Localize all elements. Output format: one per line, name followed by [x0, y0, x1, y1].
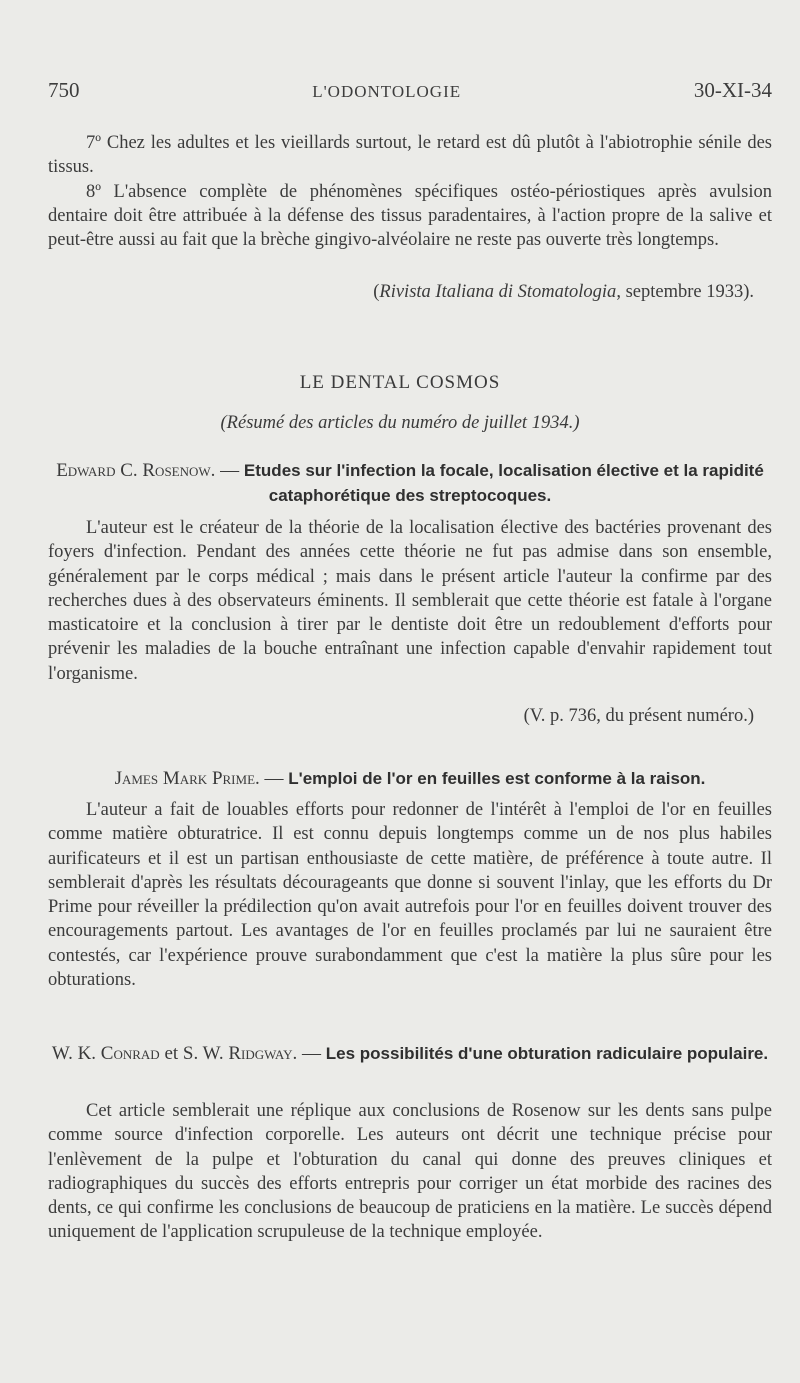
section-title: LE DENTAL COSMOS [299, 372, 501, 393]
journal-title: L'ODONTOLOGIE [312, 82, 462, 101]
entry-author: Edward C. Rosenow. [56, 460, 216, 481]
intro-text [48, 131, 772, 252]
citation-journal: Rivista Italiana di Stomatologia [379, 282, 617, 302]
source-citation: (Rivista Italiana di Stomatologia, septembre 1933). [373, 282, 754, 302]
section-subtitle: (Résumé des articles du numéro de juillet 1934.) [220, 413, 580, 433]
entry-body-rosenow: L'auteur est le créateur de la théorie de la localisation élective des bactéries provenant des foyers d'infection. Pendant des années cette théorie ne fut pas admise dans son ensemble, généralement par le corps médical ; mais dans le présent article l'auteur la confirme par des recherches dues à des observateurs éminents. Il semblerait que cette théorie est fatale à l'organe masticatoire et la conclusion à tirer par le dentiste doit être un redoublement d'efforts pour prévenir les maladies de la bouche entraînant une infection capable d'envahir rapidement tout l'organisme. [48, 518, 772, 684]
entry-heading-conrad: W. K. Conrad et S. W. Ridgway. — Les possibilités d'une obturation radiculaire populaire. [51, 1043, 769, 1064]
entry-heading-rosenow: Edward C. Rosenow. — Etudes sur l'infection la focale, localisation élective et la rapidité cataphorétique des streptocoques. [56, 460, 764, 505]
entry-title: Les possibilités d'une obturation radiculaire populaire. [325, 1044, 769, 1063]
entry-title: L'emploi de l'or en feuilles est conforme à la raison. [288, 769, 706, 788]
entry-body-conrad: Cet article semblerait une réplique aux conclusions de Rosenow sur les dents sans pulpe comme source d'infection corporelle. Les auteurs ont décrit une technique précise pour l'enlèvement de la pulpe et l'obturation du canal qui donne des preuves cliniques et radiographiques du succès des efforts entrepris pour corriger un état morbide des racines des dents, ce qui confirme les conclusions de beaucoup de praticiens en la matière. Le succès dépend uniquement de l'application scrupuleuse de la technique employée. [48, 1101, 772, 1243]
paragraph-7: 7º Chez les adultes et les vieillards surtout, le retard est dû plutôt à l'abiotrophie sénile des tissus. [48, 133, 772, 178]
entry-author: James Mark Prime. [114, 768, 260, 789]
entry-author: W. K. Conrad [51, 1043, 160, 1064]
entry-title: Etudes sur l'infection la focale, localisation élective et la rapidité cataphorétique des streptocoques. [243, 461, 764, 505]
entry-heading-prime: James Mark Prime. — L'emploi de l'or en feuilles est conforme à la raison. [114, 768, 706, 789]
page-number: 750 [48, 78, 80, 102]
issue-date: 30-XI-34 [693, 78, 772, 102]
running-head [48, 78, 772, 103]
entry-reference: (V. p. 736, du présent numéro.) [523, 706, 754, 726]
paragraph-8: 8º L'absence complète de phénomènes spécifiques ostéo-périostiques après avulsion dentaire doit être attribuée à la défense des tissus paradentaires, à l'action propre de la salive et peut-être aussi au fait que la brèche gingivo-alvéolaire ne reste pas ouverte très longtemps. [48, 181, 772, 251]
entry-body-prime: L'auteur a fait de louables efforts pour redonner de l'intérêt à l'emploi de l'or en feuilles comme matière obturatrice. Il est connu depuis longtemps comme un de nos plus habiles aurificateurs et il est un partisan enthousiaste de cette matière, de préférence à toute autre. Il semblerait d'après les résultats décourageants que donne si souvent l'inlay, que les efforts du Dr Prime pour réveiller la prédilection qu'on avait autrefois pour l'or en feuilles doivent trouver des encouragements partout. Les avantages de l'or en feuilles proclamés par lui ne sauraient être contestés, car l'expérience prouve surabondamment que c'est la matière la plus sûre pour les obturations. [48, 800, 772, 991]
entry-author-2: S. W. Ridgway. [182, 1043, 298, 1064]
